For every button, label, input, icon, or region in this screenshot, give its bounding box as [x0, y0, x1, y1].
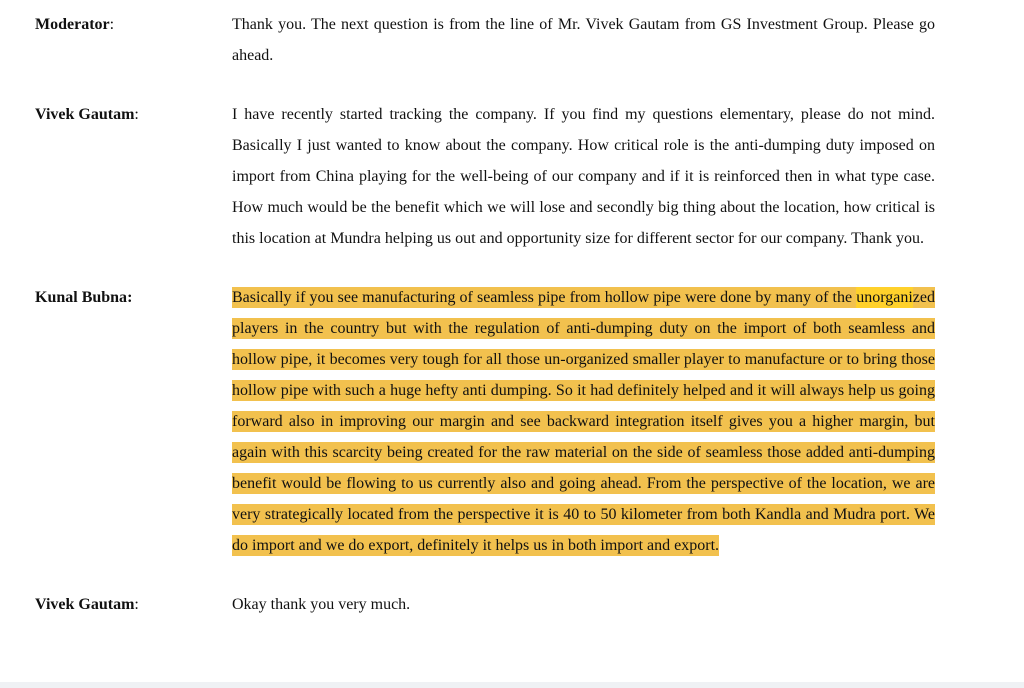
transcript-row-vivek-closing [35, 589, 935, 620]
speaker-label [35, 9, 232, 40]
transcript-row-kunal-answer [35, 282, 935, 561]
speaker-name: Vivek Gautam [35, 106, 135, 123]
highlighted-speech-text [232, 282, 935, 561]
highlight-segment-pre: Basically if you see manufacturing of seamless pipe from hollow pipe were done by many of the [232, 289, 857, 306]
speech-text: I have recently started tracking the company. If you find my questions elementary, please do not mind. Basically I just wanted to know about the company. How critical role is the anti-dumping duty imposed on import from China playing for the well-being of our company and if it is reinforced then in what type case. How much would be the benefit which we will lose and secondly big thing about the location, how critical is this location at Mundra helping us out and opportunity size for different sector for our company. Thank you. [232, 106, 935, 247]
speaker-label [35, 589, 232, 620]
speaker-name: Moderator [35, 16, 110, 33]
speaker-colon: : [134, 596, 139, 613]
speaker-label [35, 282, 232, 313]
speaker-colon: : [134, 106, 139, 123]
speaker-name: Kunal Bubna [35, 289, 128, 306]
page-edge-strip [0, 682, 1024, 688]
transcript-row-moderator [35, 9, 935, 71]
speaker-name: Vivek Gautam [35, 596, 135, 613]
speaker-label [35, 99, 232, 130]
transcript-row-vivek-question [35, 99, 935, 254]
speaker-colon: : [127, 289, 133, 306]
speech-text: Okay thank you very much. [232, 596, 411, 613]
highlight-segment-word: unorgani [856, 289, 913, 306]
highlight-segment-post: zed players in the country but with the regulation of anti-dumping duty on the import of both seamless and hollow pipe, it becomes very tough for all those un-organized smaller player to manufacture or to bring those hollow pipe with such a huge hefty anti dumping. So it had definitely helped and it will always help us going forward also in improving our margin and see backward integration itself gives you a higher margin, but again with this scarcity being created for the raw material on the side of seamless those added anti-dumping benefit would be flowing to us currently also and going ahead. From the perspective of the location, we are very strategically located from the perspective it is 40 to 50 kilometer from both Kandla and Mudra port. We do import and we do export, definitely it helps us in both import and export. [232, 289, 935, 554]
speaker-colon: : [109, 16, 115, 33]
speech-text: Thank you. The next question is from the line of Mr. Vivek Gautam from GS Investment Group. Please go ahead. [232, 16, 935, 64]
